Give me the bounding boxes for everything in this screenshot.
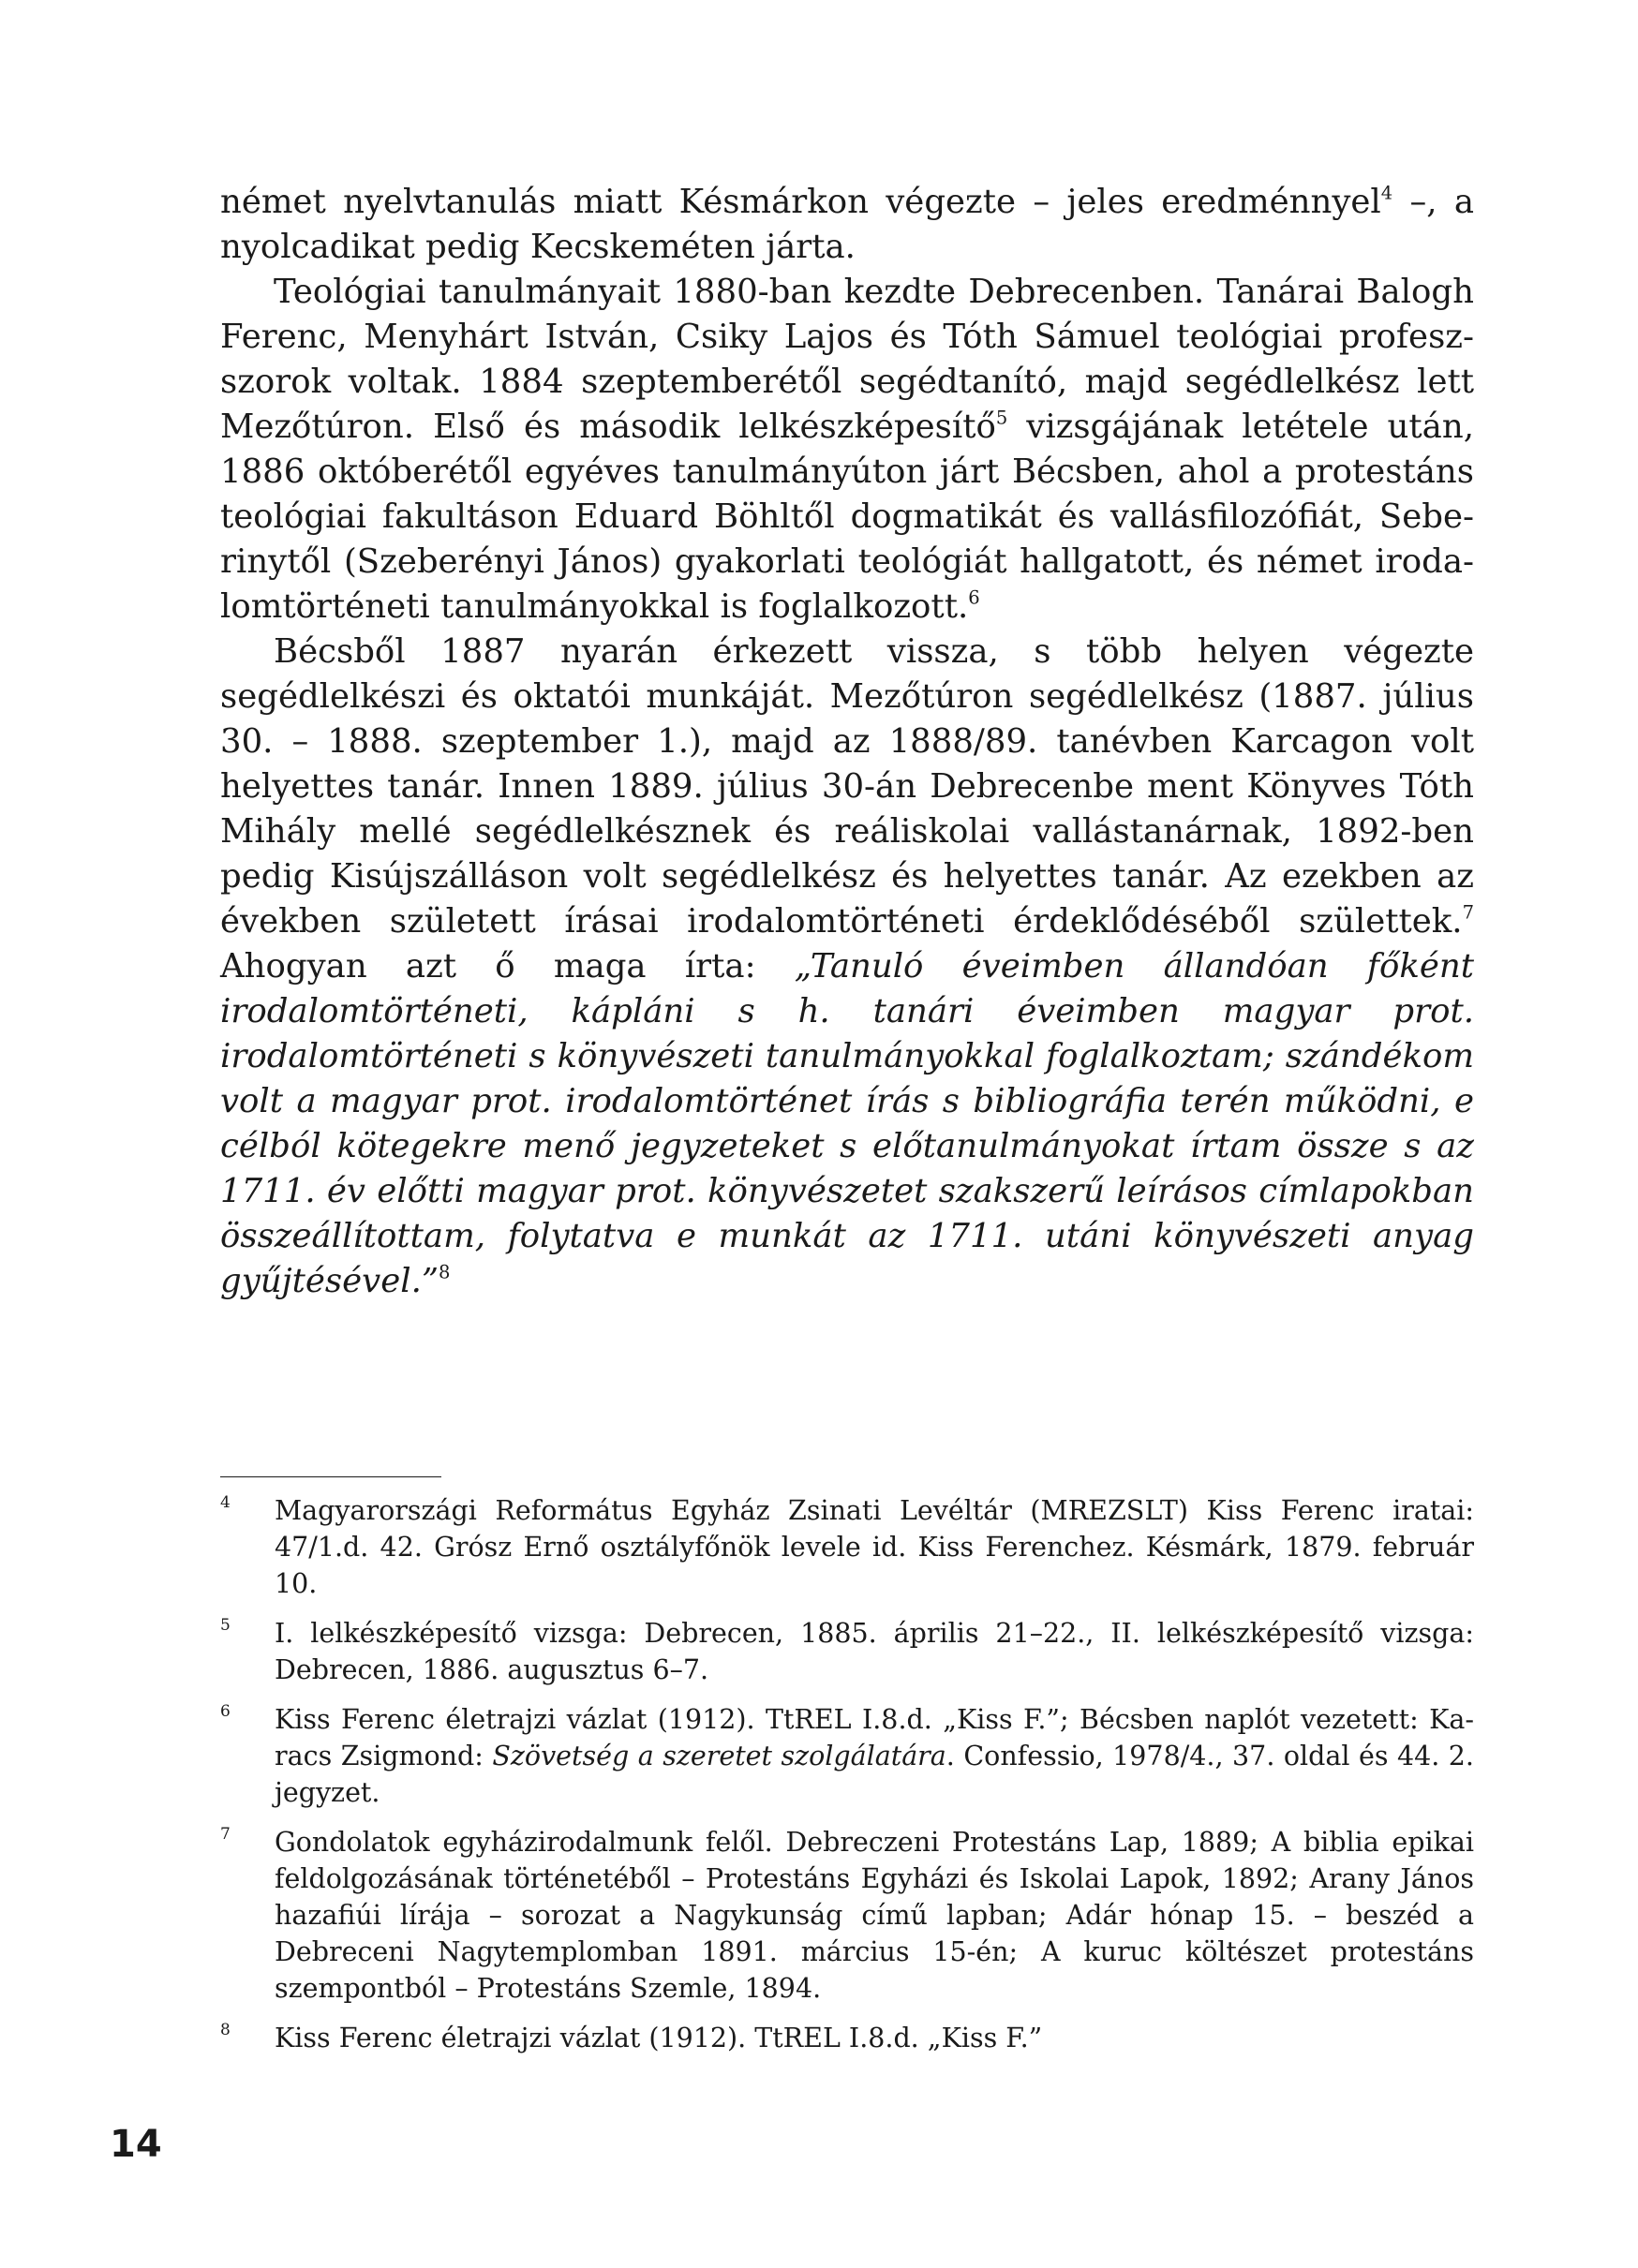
footnote-8 [220, 2020, 1474, 2056]
footnotes [220, 1492, 1474, 2069]
paragraph-text: Ahogyan azt ő maga írta: [220, 947, 795, 986]
footnote-number: 8 [220, 2021, 231, 2039]
footnote-ref-4[interactable]: 4 [1380, 182, 1393, 204]
footnote-number: 5 [220, 1616, 231, 1635]
paragraph-text: Bécsből 1887 nyarán érkezett vissza, s több helyen végezte segédlelkészi és oktatói munkáját. Mezőtúron segédlelkész (1887. július 30. – 1888. szeptember 1.), majd az 1888/89. tanévben Karcagon volt helyettes tanár. Innen 1889. július 30-án Debrecenbe ment Könyves Tóth Mihály mellé segédlelkésznek és reáliskolai vallástanárnak, 1892-ben pedig Kisújszálláson volt segédlelkész és helyettes tanár. Az ezekben az években született írásai irodalomtörténeti érdeklődéséből születtek. [220, 632, 1474, 941]
footnote-text: Magyarországi Református Egyház Zsinati Levéltár (MREZSLT) Kiss Ferenc iratai: 47/1.d. 42. Grósz Ernő osztályfőnök levele id. Kiss Ferenchez. Késmárk, 1879. február 10. [275, 1495, 1474, 1599]
footnote-ref-7[interactable]: 7 [1462, 901, 1474, 924]
cited-title: Szövetség a szeretet szolgálatára [492, 1741, 946, 1771]
page-number: 14 [110, 2123, 162, 2166]
paragraph-text: német nyelvtanulás miatt Késmárkon végezte – jeles eredménnyel [220, 183, 1381, 221]
paragraph-2 [220, 270, 1474, 630]
footnote-6 [220, 1701, 1474, 1811]
footnote-text [275, 1701, 1474, 1811]
footnote-text: Kiss Ferenc életrajzi vázlat (1912). TtREL I.8.d. „Kiss F.” [275, 2023, 1043, 2053]
paragraph-1 [220, 180, 1474, 270]
footnote-text-part: . Confessio, 1978/4., 37. oldal és 44. 2. jegyzet. [275, 1741, 1474, 1808]
paragraph-text: –, a nyolcadikat pedig Kecskeméten járta. [220, 183, 1474, 266]
paragraph-3 [220, 630, 1474, 1304]
footnote-number: 7 [220, 1825, 231, 1844]
footnote-ref-6[interactable]: 6 [968, 586, 980, 609]
footnote-number: 6 [220, 1702, 231, 1721]
paragraph-text: Teológiai tanulmányait 1880-ban kezdte Debrecenben. Tanárai Balogh Ferenc, Menyhárt István, Csiky Lajos és Tóth Sámuel teológiai profeszszorok voltak. 1884 szeptemberétől segédtanító, majd segédlelkész lett Mezőtúron. Első és második lelkészképesítő [220, 273, 1474, 446]
footnote-number: 4 [220, 1493, 231, 1512]
footnote-separator [220, 1476, 441, 1477]
footnote-ref-8[interactable]: 8 [439, 1261, 451, 1283]
footnote-text: I. lelkészképesítő vizsga: Debrecen, 1885. április 21–22., II. lelkészképesítő vizsga: Debrecen, 1886. augusztus 6–7. [275, 1618, 1474, 1685]
footnote-4 [220, 1492, 1474, 1602]
footnote-7 [220, 1824, 1474, 2007]
main-text [220, 180, 1474, 1304]
footnote-5 [220, 1615, 1474, 1688]
footnote-ref-5[interactable]: 5 [995, 407, 1008, 429]
paragraph-text: vizsgájának letétele után, 1886 októberétől egyéves tanulmányúton járt Bécsben, ahol a protestáns teológiai fakultáson Eduard Böhltől dogmatikát és vallásfilozófiát, Seberinytől (Szeberényi János) gyakorlati teológiát hallgatott, és német irodalomtörténeti tanulmányokkal is foglalkozott. [220, 408, 1474, 626]
footnote-text: Gondolatok egyházirodalmunk felől. Debreczeni Protestáns Lap, 1889; A biblia epikai feldolgozásának történetéből – Protestáns Egyházi és Iskolai Lapok, 1892; Arany János hazafiúi lírája – sorozat a Nagykunság című lapban; Adár hónap 15. – beszéd a Debreceni Nagytemplomban 1891. március 15-én; A kuruc költészet protestáns szempontból – Protestáns Szemle, 1894. [275, 1827, 1474, 2004]
footnote-text-part: Kiss Ferenc életrajzi vázlat (1912). TtREL I.8.d. „Kiss F.”; Bécsben naplót vezetett: Karacs Zsigmond: [275, 1704, 1474, 1771]
quotation: „Tanuló éveimben állandóan főként irodalomtörténeti, kápláni s h. tanári éveimben magyar prot. irodalomtörténeti s könyvészeti tanulmányokkal foglalkoztam; szándékom volt a magyar prot. irodalomtörténet írás s bibliográfia terén működni, e célból kötegekre menő jegyzeteket s előtanulmányokat írtam össze s az 1711. év előtti magyar prot. könyvészetet szakszerű leírásos címlapokban összeállítottam, folytatva e munkát az 1711. utáni könyvészeti anyag gyűjtésével.” [220, 947, 1474, 1300]
